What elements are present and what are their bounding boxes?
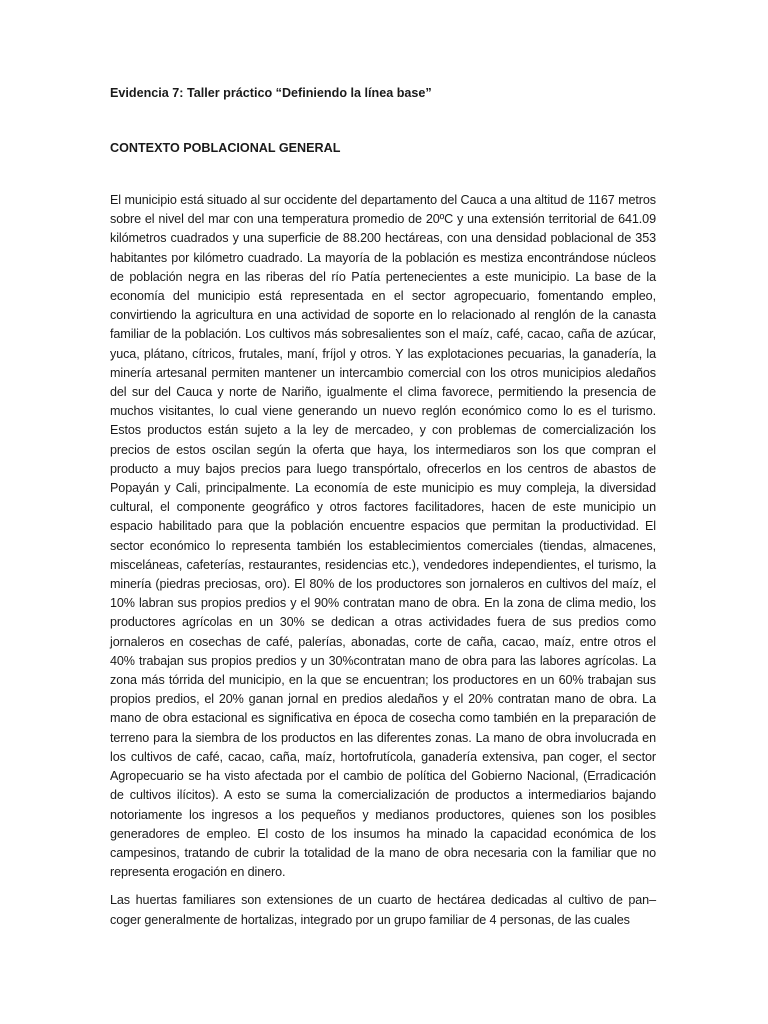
document-body <box>110 84 656 930</box>
section-heading: CONTEXTO POBLACIONAL GENERAL <box>110 141 341 155</box>
body-paragraph: El municipio está situado al sur occidente del departamento del Cauca a una altitud de 1167 metros sobre el nivel del mar con una temperatura promedio de 20ºC y una extensión territorial de 641.09 kilómetros cuadrados y una superficie de 88.200 hectáreas, con una densidad poblacional de 353 habitantes por kilómetro cuadrado. La mayoría de la población es mestiza encontrándose núcleos de población negra en las riberas del río Patía pertenecientes a este municipio. La base de la economía del municipio está representada en el sector agropecuario, fomentando empleo, convirtiendo la agricultura en una actividad de soporte en lo relacionado al renglón de la canasta familiar de la población. Los cultivos más sobresalientes son el maíz, café, cacao, caña de azúcar, yuca, plátano, cítricos, frutales, maní, fríjol y otros. Y las explotaciones pecuarias, la ganadería, la minería artesanal permiten mantener un intercambio comercial con los otros municipios aledaños del sur del Cauca y norte de Nariño, igualmente el clima favorece, permitiendo la presencia de muchos visitantes, lo cual viene generando un nuevo reglón económico como lo es el turismo. Estos productos están sujeto a la ley de mercadeo, y con problemas de comercialización los precios de estos oscilan según la oferta que haya, los intermediaros son los que compran el producto a muy bajos precios para luego transpórtalo, ofrecerlos en los centros de abastos de Popayán y Cali, principalmente. La economía de este municipio es muy compleja, la diversidad cultural, el componente geográfico y otros factores facilitadores, hacen de este municipio un espacio habilitado para que la población encuentre espacios que permitan la productividad. El sector económico lo representa también los establecimientos comerciales (tiendas, almacenes, misceláneas, cafeterías, restaurantes, residencias etc.), vendedores independientes, el turismo, la minería (piedras preciosas, oro). El 80% de los productores son jornaleros en cultivos del maíz, el 10% labran sus propios predios y el 90% contratan mano de obra. En la zona de clima medio, los productores agrícolas en un 30% se dedican a otras actividades fuera de sus predios como jornaleros en cosechas de café, palerías, abonadas, corte de caña, cacao, maíz, entre otros el 40% trabajan sus propios predios y un 30%contratan mano de obra para las labores agrícolas. La zona más tórrida del municipio, en la que se encuentran; los productores en un 60% trabajan sus propios predios, el 20% ganan jornal en predios aledaños y el 20% contratan mano de obra. La mano de obra estacional es significativa en época de cosecha como también en la preparación de terreno para la siembra de los productos en las diferentes zonas. La mano de obra involucrada en los cultivos de café, cacao, caña, maíz, hortofrutícola, ganadería extensiva, pan coger, el sector Agropecuario se ha visto afectada por el cambio de política del Gobierno Nacional, (Erradicación de cultivos ilícitos). A esto se suma la comercialización de productos a intermediarios bajando notoriamente los ingresos a los pequeños y medianos productores, quienes son los posibles generadores de empleo. El costo de los insumos ha minado la capacidad económica de los campesinos, tratando de cubrir la totalidad de la mano de obra necesaria con la familiar que no representa erogación en dinero. <box>110 193 656 880</box>
document-title: Evidencia 7: Taller práctico “Definiendo la línea base” <box>110 86 432 100</box>
body-paragraph: Las huertas familiares son extensiones de un cuarto de hectárea dedicadas al cultivo de pan– coger generalmente de hortalizas, integrado por un grupo familiar de 4 personas, de las cuales <box>110 893 656 927</box>
